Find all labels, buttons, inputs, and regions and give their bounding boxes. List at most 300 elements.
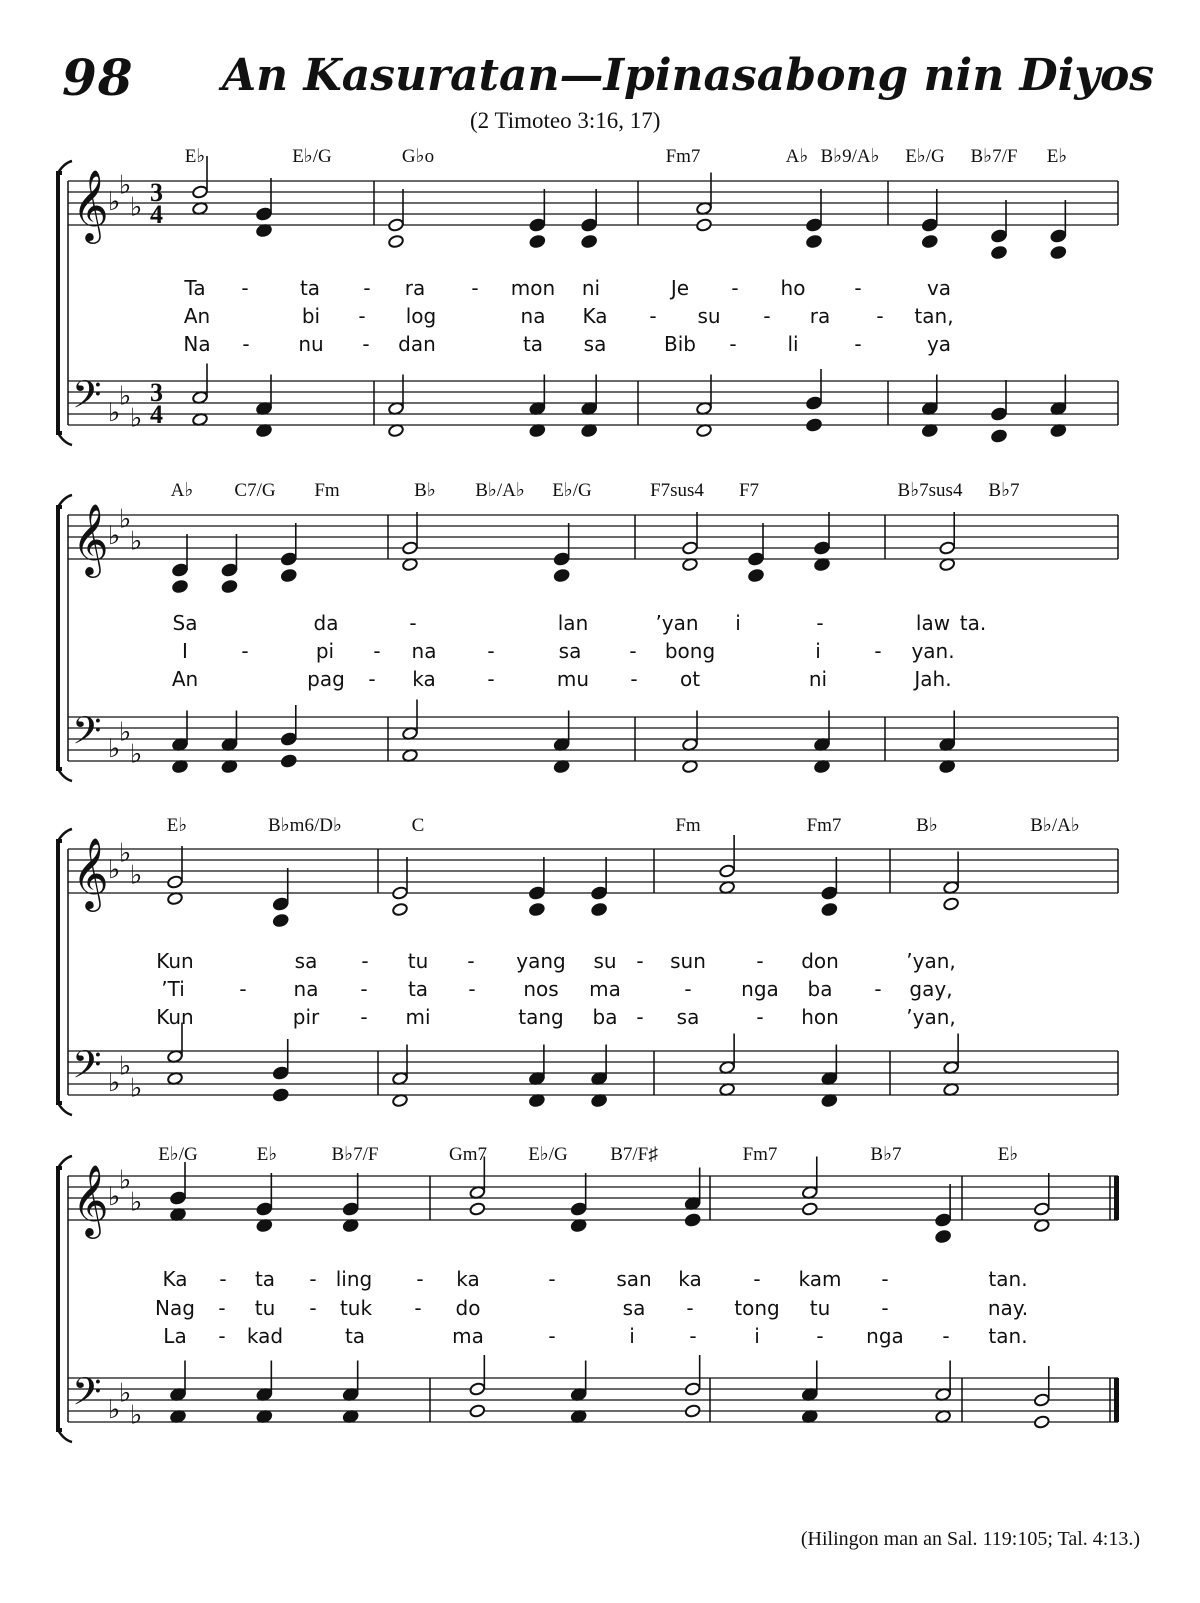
lyric-syllable: tan. [988, 1324, 1028, 1348]
lyric-hyphen: - [881, 1296, 889, 1320]
chord-symbol: E♭ [184, 146, 206, 167]
lyric-syllable: dan [398, 332, 436, 356]
time-signature-bottom: 4 [150, 200, 163, 229]
chord-symbol: A♭ [170, 480, 194, 501]
lyric-hyphen: - [854, 332, 862, 356]
chord-symbol: Gm7 [449, 1144, 487, 1165]
lyric-hyphen: - [416, 1267, 424, 1291]
treble-note-head [529, 234, 546, 248]
key-signature-flat: ♭ [108, 734, 121, 764]
treble-note-head [814, 541, 831, 555]
lyric-syllable: pir [292, 1005, 320, 1029]
lyric-syllable: ma [452, 1324, 484, 1348]
lyric-syllable: Nag [155, 1296, 195, 1320]
lyric-syllable: ni [581, 276, 601, 300]
chord-symbol: E♭ [1046, 146, 1068, 167]
lyric-syllable: i [754, 1324, 760, 1348]
lyric-hyphen: - [649, 304, 657, 328]
chord-symbol: Fm7 [742, 1144, 778, 1165]
chord-symbol: Fm7 [665, 146, 701, 167]
lyric-syllable: Sa [172, 611, 198, 635]
lyric-hyphen: - [548, 1267, 556, 1291]
footer-reference: (Hilingon man an Sal. 119:105; Tal. 4:13.) [800, 1528, 1140, 1550]
lyric-syllable: i [815, 639, 821, 663]
chord-symbol: C [411, 815, 425, 836]
treble-note-head [991, 229, 1008, 243]
treble-note-head [591, 886, 608, 900]
lyric-hyphen: - [816, 1324, 824, 1348]
final-barline-thick [1114, 1176, 1119, 1220]
lyric-syllable: nu [298, 332, 324, 356]
chord-symbol: Fm [314, 480, 340, 501]
treble-clef-icon: 𝄞 [72, 502, 109, 575]
treble-clef-icon: 𝄞 [72, 168, 109, 241]
bracket-hook-bottom [58, 433, 72, 445]
lyric-syllable: mu [556, 667, 590, 691]
treble-note-head [272, 897, 289, 911]
lyric-syllable: ma [589, 977, 621, 1001]
lyric-hyphen: - [548, 1324, 556, 1348]
lyric-hyphen: - [636, 949, 644, 973]
lyric-hyphen: - [242, 332, 250, 356]
scripture-reference: (2 Timoteo 3:16, 17) [470, 108, 661, 133]
lyric-hyphen: - [876, 304, 884, 328]
lyric-syllable: La [163, 1324, 187, 1348]
treble-note-head [570, 1202, 587, 1216]
treble-note-head [342, 1202, 359, 1216]
lyric-hyphen: - [362, 332, 370, 356]
lyric-syllable: hon [801, 1005, 839, 1029]
lyric-syllable: tu [809, 1296, 831, 1320]
treble-note-head [935, 1229, 952, 1243]
lyric-hyphen: - [729, 332, 737, 356]
key-signature-flat: ♭ [108, 398, 121, 428]
treble-note-head [388, 218, 405, 232]
treble-note-head [1050, 245, 1067, 259]
lyric-hyphen: - [468, 977, 476, 1001]
key-signature-flat: ♭ [119, 1051, 132, 1082]
lyric-syllable: I [182, 639, 188, 663]
lyric-syllable: ’yan, [906, 1005, 956, 1029]
lyric-syllable: ka [456, 1267, 480, 1291]
chord-symbol: Fm7 [806, 815, 842, 836]
lyric-hyphen: - [409, 611, 417, 635]
treble-note-head [943, 897, 960, 911]
lyric-hyphen: - [361, 949, 369, 973]
treble-note-head [1033, 1202, 1050, 1216]
lyric-syllable: mi [405, 1005, 431, 1029]
lyric-syllable: ba [807, 977, 833, 1001]
lyric-hyphen: - [360, 1005, 368, 1029]
chord-symbol: B♭/A♭ [475, 480, 525, 501]
lyric-syllable: pag [307, 667, 345, 691]
treble-note-head [682, 541, 699, 555]
lyric-hyphen: - [219, 1267, 227, 1291]
lyric-syllable: ka [412, 667, 436, 691]
treble-note-head [806, 234, 823, 248]
key-signature-flat: ♭ [108, 1182, 121, 1212]
lyric-syllable: ’yan [655, 611, 699, 635]
lyric-hyphen: - [756, 949, 764, 973]
lyric-syllable: ’yan, [906, 949, 956, 973]
lyric-hyphen: - [373, 639, 381, 663]
bass-note-head [684, 1382, 701, 1396]
system-bracket [58, 1168, 62, 1430]
treble-note-head [921, 218, 938, 232]
treble-note-head [167, 875, 184, 889]
lyric-syllable: ta [407, 977, 429, 1001]
time-signature-top: 3 [150, 178, 163, 207]
lyric-syllable: lan [557, 611, 589, 635]
lyric-hyphen: - [218, 1296, 226, 1320]
key-signature-flat: ♭ [108, 187, 121, 217]
treble-note-head [392, 886, 409, 900]
lyric-hyphen: - [241, 639, 249, 663]
lyric-syllable: nos [523, 977, 559, 1001]
bass-clef-icon: 𝄢 [72, 372, 102, 426]
treble-note-head [696, 218, 713, 232]
lyric-syllable: sun [670, 949, 706, 973]
bass-note-head [272, 1066, 289, 1080]
lyric-hyphen: - [309, 1296, 317, 1320]
lyric-syllable: ta. [959, 611, 987, 635]
lyric-syllable: pi [315, 639, 335, 663]
treble-note-head [172, 563, 189, 577]
key-signature-flat: ♭ [119, 838, 132, 869]
lyric-syllable: ot [679, 667, 701, 691]
bass-note-head [280, 754, 297, 768]
lyric-hyphen: - [686, 1296, 694, 1320]
key-signature-flat: ♭ [108, 1395, 121, 1425]
chord-symbol: B♭7 [988, 480, 1020, 501]
lyric-syllable: kam [798, 1267, 842, 1291]
lyric-syllable: tuk [339, 1296, 373, 1320]
chord-symbol: F7sus4 [650, 480, 704, 501]
chord-symbol: C7/G [234, 480, 276, 501]
lyric-syllable: ra [404, 276, 426, 300]
lyric-hyphen: - [854, 276, 862, 300]
lyric-syllable: nga [741, 977, 779, 1001]
hymn-title: An Kasuratan—Ipinasabong nin Diyos [222, 50, 1155, 101]
lyric-syllable: ta [299, 276, 321, 300]
bass-note-head [1033, 1415, 1050, 1429]
chord-symbol: B♭7/F [331, 1144, 379, 1165]
lyric-syllable: va [926, 276, 952, 300]
lyric-syllable: ka [678, 1267, 702, 1291]
chord-symbol: Fm [675, 815, 701, 836]
lyric-syllable: nga [866, 1324, 904, 1348]
chord-symbol: B♭m6/D♭ [268, 815, 342, 836]
bass-clef-icon: 𝄢 [72, 1042, 102, 1096]
treble-note-head [256, 207, 273, 221]
bass-note-head [991, 407, 1008, 421]
treble-note-head [402, 541, 419, 555]
lyric-syllable: na [411, 639, 437, 663]
bracket-hook-top [58, 495, 72, 507]
lyric-syllable: Jah. [914, 667, 952, 691]
hymn-number: 98 [62, 48, 134, 107]
lyric-syllable: ta [254, 1267, 276, 1291]
bass-note-head [469, 1382, 486, 1396]
lyric-syllable: law [915, 611, 951, 635]
treble-note-head [801, 1202, 818, 1216]
lyric-hyphen: - [241, 276, 249, 300]
key-signature-flat: ♭ [119, 381, 132, 412]
system-bracket [58, 173, 62, 433]
treble-note-head [991, 245, 1008, 259]
key-signature-flat: ♭ [119, 717, 132, 748]
lyric-syllable: tang [518, 1005, 564, 1029]
lyric-hyphen: - [629, 639, 637, 663]
lyric-hyphen: - [368, 667, 376, 691]
treble-note-head [192, 185, 209, 199]
lyric-syllable: na [520, 304, 546, 328]
lyric-hyphen: - [756, 1005, 764, 1029]
bass-note-head [806, 418, 823, 432]
bass-note-head [469, 1404, 486, 1418]
lyric-syllable: Ka [162, 1267, 188, 1291]
treble-note-head [529, 886, 546, 900]
chord-symbol: F7 [738, 480, 760, 501]
treble-note-head [581, 234, 598, 248]
bass-note-head [280, 732, 297, 746]
treble-note-head [748, 552, 765, 566]
chord-symbol: E♭ [256, 1144, 278, 1165]
chord-symbol: B♭ [414, 480, 436, 501]
treble-note-head [591, 902, 608, 916]
lyric-syllable: Bib [664, 332, 696, 356]
bass-note-head [684, 1404, 701, 1418]
chord-symbol: A♭ [785, 146, 809, 167]
chord-symbol: E♭/G [552, 480, 592, 501]
treble-note-head [684, 1213, 701, 1227]
key-signature-flat: ♭ [130, 526, 143, 557]
treble-clef-icon: 𝄞 [72, 1163, 109, 1236]
lyric-syllable: bong [664, 639, 716, 663]
chord-symbol: B♭7 [870, 1144, 902, 1165]
lyric-syllable: Ta [184, 276, 206, 300]
key-signature-flat: ♭ [130, 192, 143, 223]
treble-note-head [221, 579, 238, 593]
lyric-hyphen: - [874, 977, 882, 1001]
lyric-syllable: ta [522, 332, 544, 356]
lyric-syllable: su [697, 304, 721, 328]
time-signature-bottom: 4 [150, 400, 163, 429]
lyric-hyphen: - [471, 276, 479, 300]
lyric-syllable: tan, [914, 304, 954, 328]
lyric-syllable: tu [407, 949, 429, 973]
treble-note-head [719, 864, 736, 878]
lyric-syllable: do [455, 1296, 481, 1320]
lyric-syllable: bi [301, 304, 321, 328]
key-signature-flat: ♭ [130, 1073, 143, 1104]
lyric-syllable: ra [809, 304, 831, 328]
treble-note-head [529, 902, 546, 916]
lyric-hyphen: - [630, 667, 638, 691]
key-signature-flat: ♭ [119, 504, 132, 535]
system-bracket [58, 841, 62, 1103]
key-signature-flat: ♭ [130, 860, 143, 891]
treble-note-head [280, 552, 297, 566]
key-signature-flat: ♭ [108, 521, 121, 551]
lyric-syllable: na [293, 977, 319, 1001]
lyric-hyphen: - [363, 276, 371, 300]
time-signature-top: 3 [150, 378, 163, 407]
lyric-syllable: nay. [987, 1296, 1029, 1320]
lyric-hyphen: - [753, 1267, 761, 1291]
lyric-syllable: su [593, 949, 617, 973]
lyric-syllable: sa [676, 1005, 700, 1029]
key-signature-flat: ♭ [130, 1187, 143, 1218]
lyric-hyphen: - [218, 1324, 226, 1348]
treble-note-head [553, 568, 570, 582]
treble-note-head [388, 234, 405, 248]
lyric-hyphen: - [942, 1324, 950, 1348]
lyric-syllable: yan. [911, 639, 955, 663]
chord-symbol: B7/F♯ [610, 1144, 658, 1165]
treble-note-head [172, 579, 189, 593]
key-signature-flat: ♭ [108, 1068, 121, 1098]
chord-symbol: G♭o [401, 146, 435, 167]
treble-note-head [821, 886, 838, 900]
treble-note-head [581, 218, 598, 232]
lyric-hyphen: - [874, 639, 882, 663]
lyric-syllable: ling [335, 1267, 373, 1291]
lyric-hyphen: - [467, 949, 475, 973]
chord-symbol: E♭ [997, 1144, 1019, 1165]
lyric-syllable: tong [734, 1296, 780, 1320]
final-barline-thick [1114, 1378, 1119, 1422]
lyric-syllable: sa [294, 949, 318, 973]
lyric-hyphen: - [309, 1267, 317, 1291]
lyric-hyphen: - [360, 977, 368, 1001]
lyric-hyphen: - [881, 1267, 889, 1291]
lyric-hyphen: - [487, 639, 495, 663]
lyric-syllable: da [313, 611, 339, 635]
chord-symbol: B♭7/F [970, 146, 1018, 167]
treble-note-head [935, 1213, 952, 1227]
lyric-syllable: ni [808, 667, 828, 691]
lyric-syllable: Je [670, 276, 690, 300]
bass-note-head [272, 1088, 289, 1102]
lyric-syllable: An [171, 667, 199, 691]
lyric-syllable: An [183, 304, 211, 328]
lyric-hyphen: - [636, 1005, 644, 1029]
lyric-syllable: gay, [909, 977, 953, 1001]
lyric-syllable: tu [254, 1296, 276, 1320]
key-signature-flat: ♭ [108, 855, 121, 885]
treble-note-head [221, 563, 238, 577]
system-bracket [58, 507, 62, 769]
lyric-syllable: kad [246, 1324, 284, 1348]
lyric-syllable: i [735, 611, 741, 635]
chord-symbol: B♭ [916, 815, 938, 836]
treble-note-head [748, 568, 765, 582]
lyric-hyphen: - [816, 611, 824, 635]
lyric-syllable: ho [780, 276, 806, 300]
treble-note-head [921, 234, 938, 248]
bass-note-head [806, 396, 823, 410]
lyric-syllable: i [629, 1324, 635, 1348]
treble-note-head [1050, 229, 1067, 243]
lyric-syllable: ta [344, 1324, 366, 1348]
key-signature-flat: ♭ [130, 1400, 143, 1431]
chord-symbol: E♭/G [158, 1144, 198, 1165]
lyric-syllable: Kun [156, 1005, 194, 1029]
bass-note-head [991, 429, 1008, 443]
lyric-syllable: yang [516, 949, 566, 973]
bracket-hook-top [58, 829, 72, 841]
treble-note-head [553, 552, 570, 566]
treble-note-head [280, 568, 297, 582]
key-signature-flat: ♭ [130, 739, 143, 770]
treble-note-head [529, 218, 546, 232]
lyric-syllable: sa [558, 639, 582, 663]
bracket-hook-top [58, 161, 72, 173]
lyric-syllable: li [787, 332, 799, 356]
lyric-syllable: mon [510, 276, 556, 300]
treble-note-head [256, 1202, 273, 1216]
lyric-syllable: log [405, 304, 437, 328]
lyric-hyphen: - [684, 977, 692, 1001]
treble-note-head [392, 902, 409, 916]
treble-note-head [806, 218, 823, 232]
key-signature-flat: ♭ [119, 170, 132, 201]
key-signature-flat: ♭ [119, 1378, 132, 1409]
chord-symbol: E♭ [166, 815, 188, 836]
bass-clef-icon: 𝄢 [72, 708, 102, 762]
lyric-syllable: san [616, 1267, 652, 1291]
lyric-syllable: tan. [988, 1267, 1028, 1291]
lyric-syllable: ya [926, 332, 952, 356]
bracket-hook-bottom [58, 1103, 72, 1115]
lyric-syllable: don [801, 949, 839, 973]
treble-note-head [939, 541, 956, 555]
key-signature-flat: ♭ [119, 1165, 132, 1196]
lyric-syllable: sa [583, 332, 607, 356]
chord-symbol: B♭/A♭ [1030, 815, 1080, 836]
bass-clef-icon: 𝄢 [72, 1369, 102, 1423]
lyric-hyphen: - [239, 977, 247, 1001]
treble-note-head [170, 1191, 187, 1205]
treble-note-head [821, 902, 838, 916]
lyric-syllable: sa [622, 1296, 646, 1320]
lyric-syllable: Na [183, 332, 211, 356]
bracket-hook-bottom [58, 769, 72, 781]
treble-note-head [469, 1202, 486, 1216]
lyric-syllable: Ka [582, 304, 608, 328]
chord-symbol: E♭/G [528, 1144, 568, 1165]
bracket-hook-bottom [58, 1430, 72, 1442]
chord-symbol: B♭7sus4 [897, 480, 963, 501]
chord-symbol: B♭9/A♭ [820, 146, 880, 167]
treble-note-head [272, 913, 289, 927]
lyric-hyphen: - [689, 1324, 697, 1348]
lyric-syllable: ba [592, 1005, 618, 1029]
lyric-hyphen: - [487, 667, 495, 691]
chord-symbol: E♭/G [905, 146, 945, 167]
lyric-hyphen: - [414, 1296, 422, 1320]
lyric-hyphen: - [763, 304, 771, 328]
lyric-hyphen: - [358, 304, 366, 328]
chord-symbol: E♭/G [292, 146, 332, 167]
bass-note-head [1033, 1393, 1050, 1407]
lyric-syllable: ’Ti [161, 977, 185, 1001]
treble-clef-icon: 𝄞 [72, 836, 109, 909]
lyric-syllable: Kun [156, 949, 194, 973]
lyric-hyphen: - [731, 276, 739, 300]
key-signature-flat: ♭ [130, 403, 143, 434]
